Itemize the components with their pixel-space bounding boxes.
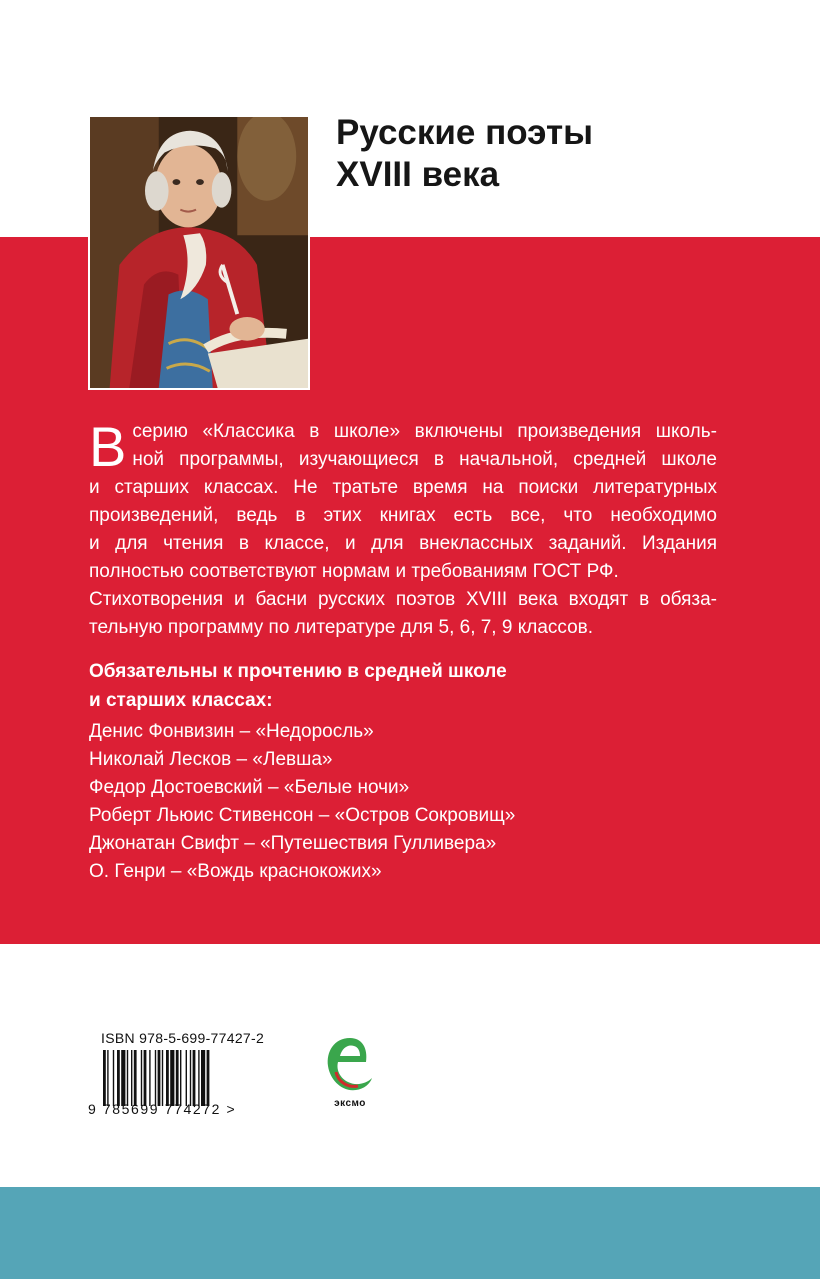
isbn-text: ISBN 978-5-699-77427-2 xyxy=(101,1030,265,1046)
publisher-name: эксмо xyxy=(334,1098,366,1109)
barcode-bar xyxy=(144,1050,147,1106)
barcode-bar xyxy=(186,1050,187,1106)
barcode-bar xyxy=(176,1050,179,1106)
book-title xyxy=(336,112,796,196)
required-reading-heading-line-1: Обязательны к прочтению в средней школе xyxy=(89,661,507,682)
barcode-bar xyxy=(149,1050,150,1106)
barcode-bar xyxy=(113,1050,114,1106)
barcode-bar xyxy=(162,1050,163,1106)
list-item: Федор Достоевский – «Белые ночи» xyxy=(89,777,410,798)
barcode-bar xyxy=(127,1050,128,1106)
barcode-bar xyxy=(166,1050,169,1106)
barcode-bar xyxy=(158,1050,161,1106)
list-item: Роберт Льюис Стивенсон – «Остров Сокровищ» xyxy=(89,805,516,826)
required-reading-heading-line-2: и старших классах: xyxy=(89,690,273,711)
barcode-bar xyxy=(131,1050,132,1106)
required-reading-list xyxy=(89,718,649,886)
list-item: О. Генри – «Вождь краснокожих» xyxy=(89,861,382,882)
book-title-line-1: Русские поэты xyxy=(336,113,594,152)
description-line: серию «Классика в школе» включены произведения школь- xyxy=(132,421,717,442)
barcode-bar xyxy=(201,1050,205,1106)
description-line: и старших классах. Не тратьте время на поиски литературных xyxy=(89,477,717,498)
barcode-bar xyxy=(103,1050,106,1106)
barcode-bar xyxy=(141,1050,142,1106)
description-line: ной программы, изучающиеся в начальной, средней школе xyxy=(132,449,717,470)
drop-cap: В xyxy=(89,415,127,478)
barcode-bar xyxy=(134,1050,137,1106)
barcode-bar xyxy=(107,1050,108,1106)
list-item: Николай Лесков – «Левша» xyxy=(89,749,333,770)
barcode-bar xyxy=(117,1050,120,1106)
barcode-bar xyxy=(170,1050,174,1106)
barcode-bar xyxy=(198,1050,199,1106)
description-line: произведений, ведь в этих книгах есть все, что необходимо xyxy=(89,505,717,526)
barcode-bar xyxy=(207,1050,210,1106)
book-title-line-2: XVIII века xyxy=(336,155,500,194)
barcode-digits: 9 785699 774272 > xyxy=(88,1101,237,1117)
barcode-bar xyxy=(155,1050,156,1106)
barcode-bar xyxy=(180,1050,181,1106)
list-item: Джонатан Свифт – «Путешествия Гулливера» xyxy=(89,833,497,854)
series-description xyxy=(89,415,717,642)
portrait-painting-icon xyxy=(90,117,308,388)
barcode-bar xyxy=(121,1050,125,1106)
portrait-image xyxy=(88,115,310,390)
description-line: тельную программу по литературе для 5, 6, 7, 9 классов. xyxy=(89,617,594,638)
list-item: Денис Фонвизин – «Недоросль» xyxy=(89,721,374,742)
description-line: Стихотворения и басни русских поэтов XVIII века входят в обяза- xyxy=(89,589,717,610)
barcode-icon xyxy=(101,1050,257,1106)
barcode-bar xyxy=(190,1050,191,1106)
barcode-bar xyxy=(193,1050,196,1106)
blue-band xyxy=(0,1187,820,1279)
required-reading-heading xyxy=(89,657,649,715)
description-line: полностью соответствуют нормам и требованиям ГОСТ РФ. xyxy=(89,561,619,582)
description-line: и для чтения в классе, и для внеклассных заданий. Издания xyxy=(89,533,717,554)
